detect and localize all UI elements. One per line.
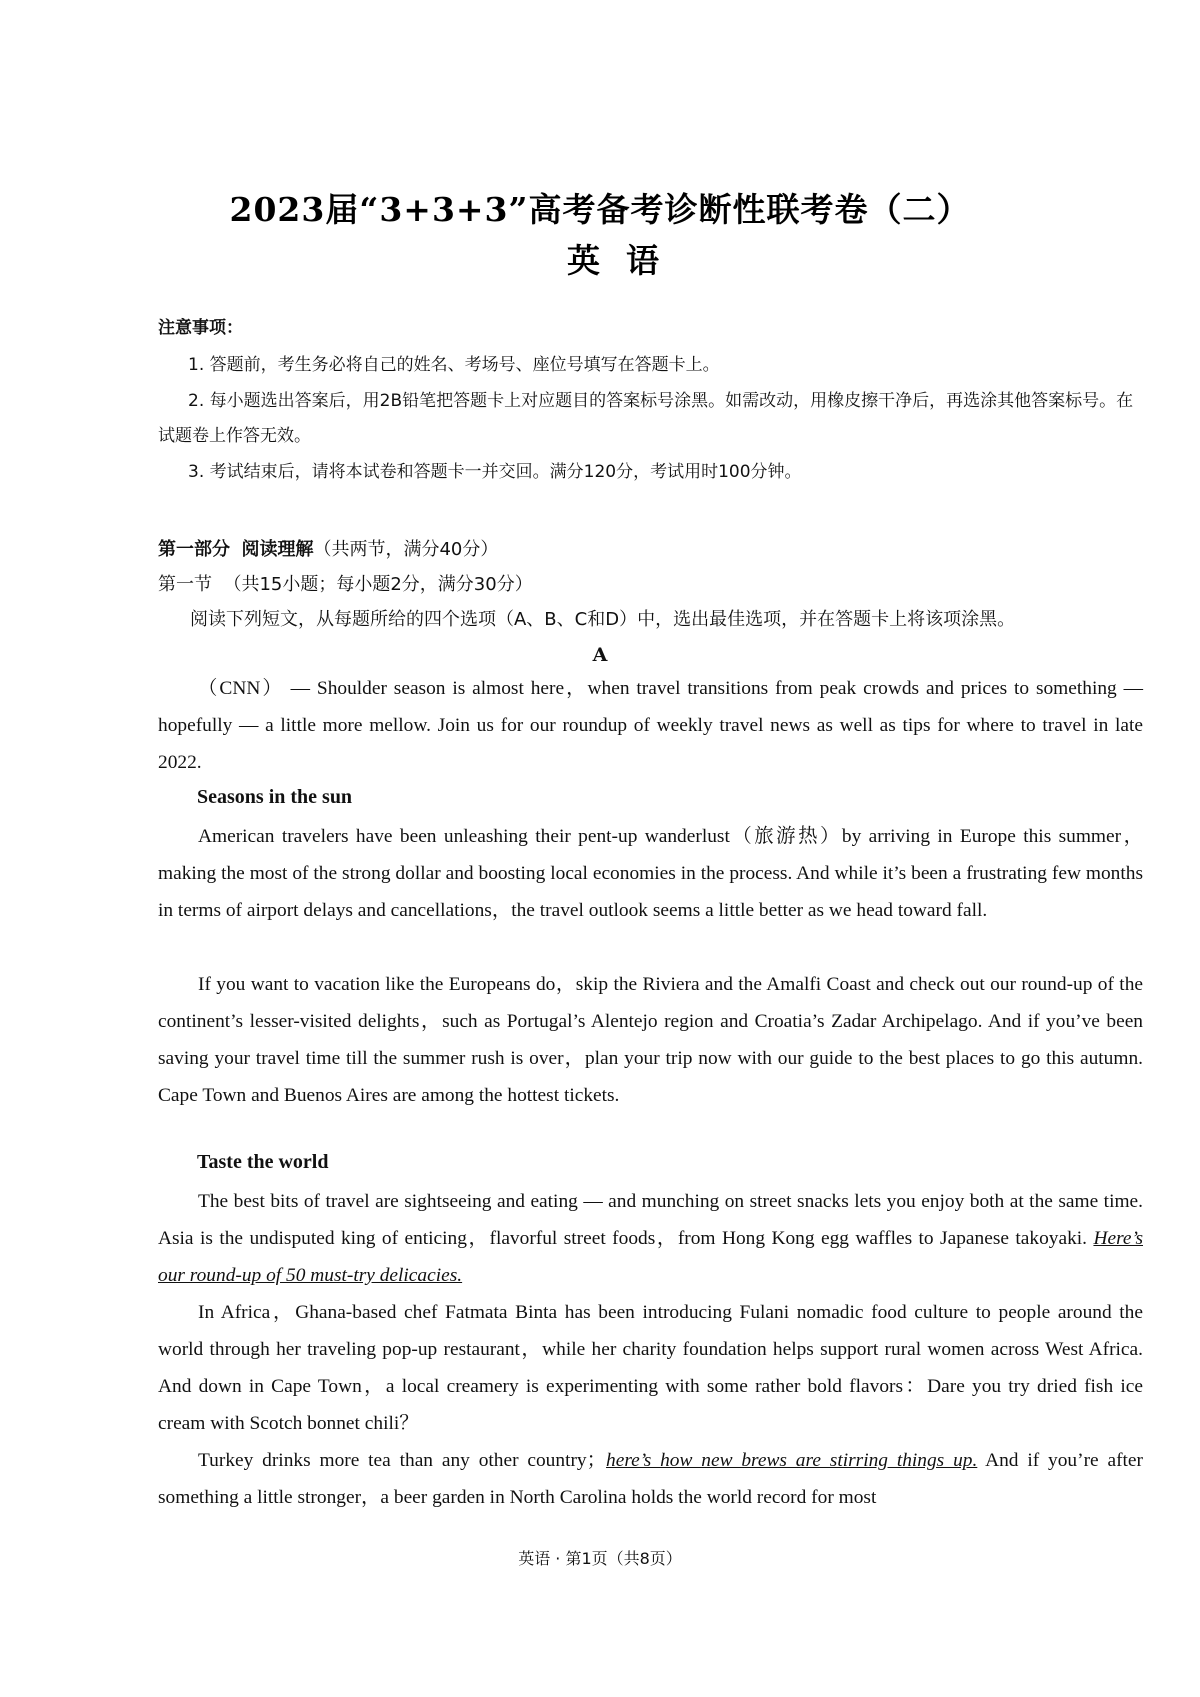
sub-label: 第一节 [158, 574, 212, 595]
passage-paragraph: If you want to vacation like the Europeans do，skip the Riviera and the Amalfi Coast and check out our round-up of the continent’s lesser-visited delights，such as Portugal’s Alentejo region and Croatia’s Zadar Archipelago. And if you’ve been saving your travel time till the summer rush is over，plan your trip now with our guide to the best places to go this autumn. Cape Town and Buenos Aires are among the hottest tickets. [158, 974, 1143, 1106]
notes-heading: 注意事项： [158, 318, 243, 338]
page-footer: 英语 · 第1页（共8页） [518, 1549, 682, 1568]
passage-paragraph [158, 1183, 1143, 1294]
subject-title: 英语 [567, 241, 685, 280]
part-label: 第一部分 [158, 539, 230, 560]
paragraph-text: The best bits of travel are sightseeing and eating — and munching on street snacks lets you enjoy both at the same time. Asia is the undisputed king of enticing，flavorful street foods，from Hong Kong egg waffles to Japanese takoyaki. [158, 1191, 1143, 1249]
note-item: 1. 答题前，考生务必将自己的姓名、考场号、座位号填写在答题卡上。 [188, 355, 720, 375]
paragraph-text: And if you’re after something a little stronger，a beer garden in North Carolina holds the world record for most [158, 1450, 1143, 1508]
delicacies-link: Here’s our round-up of 50 must-try delicacies. [158, 1228, 1143, 1286]
instruction: 阅读下列短文，从每题所给的四个选项（A、B、C和D）中，选出最佳选项，并在答题卡上将该项涂黑。 [190, 609, 1016, 630]
passage-subheading: Taste the world [197, 1151, 329, 1173]
passage-letter: A [592, 644, 608, 666]
part-heading [158, 535, 498, 561]
passage-paragraph: American travelers have been unleashing their pent-up wanderlust（旅游热）by arriving in Europe this summer，making the most of the strong dollar and boosting local economies in the process. And while it’s been a frustrating few months in terms of airport delays and cancellations，the travel outlook seems a little better as we head toward fall. [158, 826, 1143, 921]
part-note: （共两节，满分40分） [313, 539, 499, 560]
note-item: 3. 考试结束后，请将本试卷和答题卡一并交回。满分120分，考试用时100分钟。 [188, 462, 802, 482]
exam-title: 2023届“3+3+3”高考备考诊断性联考卷（二） [229, 190, 971, 229]
sub-note: （共15小题；每小题2分，满分30分） [223, 574, 533, 595]
passage-paragraph: （CNN） — Shoulder season is almost here，when travel transitions from peak crowds and prices to something — hopefully — a little more mellow. Join us for our roundup of weekly travel news as well as tips for where to travel in late 2022. [158, 678, 1143, 773]
note-item: 2. 每小题选出答案后，用2B铅笔把答题卡上对应题目的答案标号涂黑。如需改动，用橡皮擦干净后，再选涂其他答案标号。在试题卷上作答无效。 [158, 391, 1134, 446]
subsection-heading [158, 570, 533, 596]
passage-subheading: Seasons in the sun [197, 786, 353, 808]
part-title: 阅读理解 [241, 539, 314, 560]
passage-paragraph [158, 1442, 1143, 1516]
brews-link: here’s how new brews are stirring things up. [606, 1450, 978, 1471]
paragraph-text: Turkey drinks more tea than any other country； [198, 1450, 607, 1471]
passage-paragraph: In Africa，Ghana-based chef Fatmata Binta has been introducing Fulani nomadic food culture to people around the world through her traveling pop-up restaurant，while her charity foundation helps support rural women across West Africa. And down in Cape Town，a local creamery is experimenting with some rather bold flavors：Dare you try dried fish ice cream with Scotch bonnet chili？ [158, 1302, 1143, 1434]
